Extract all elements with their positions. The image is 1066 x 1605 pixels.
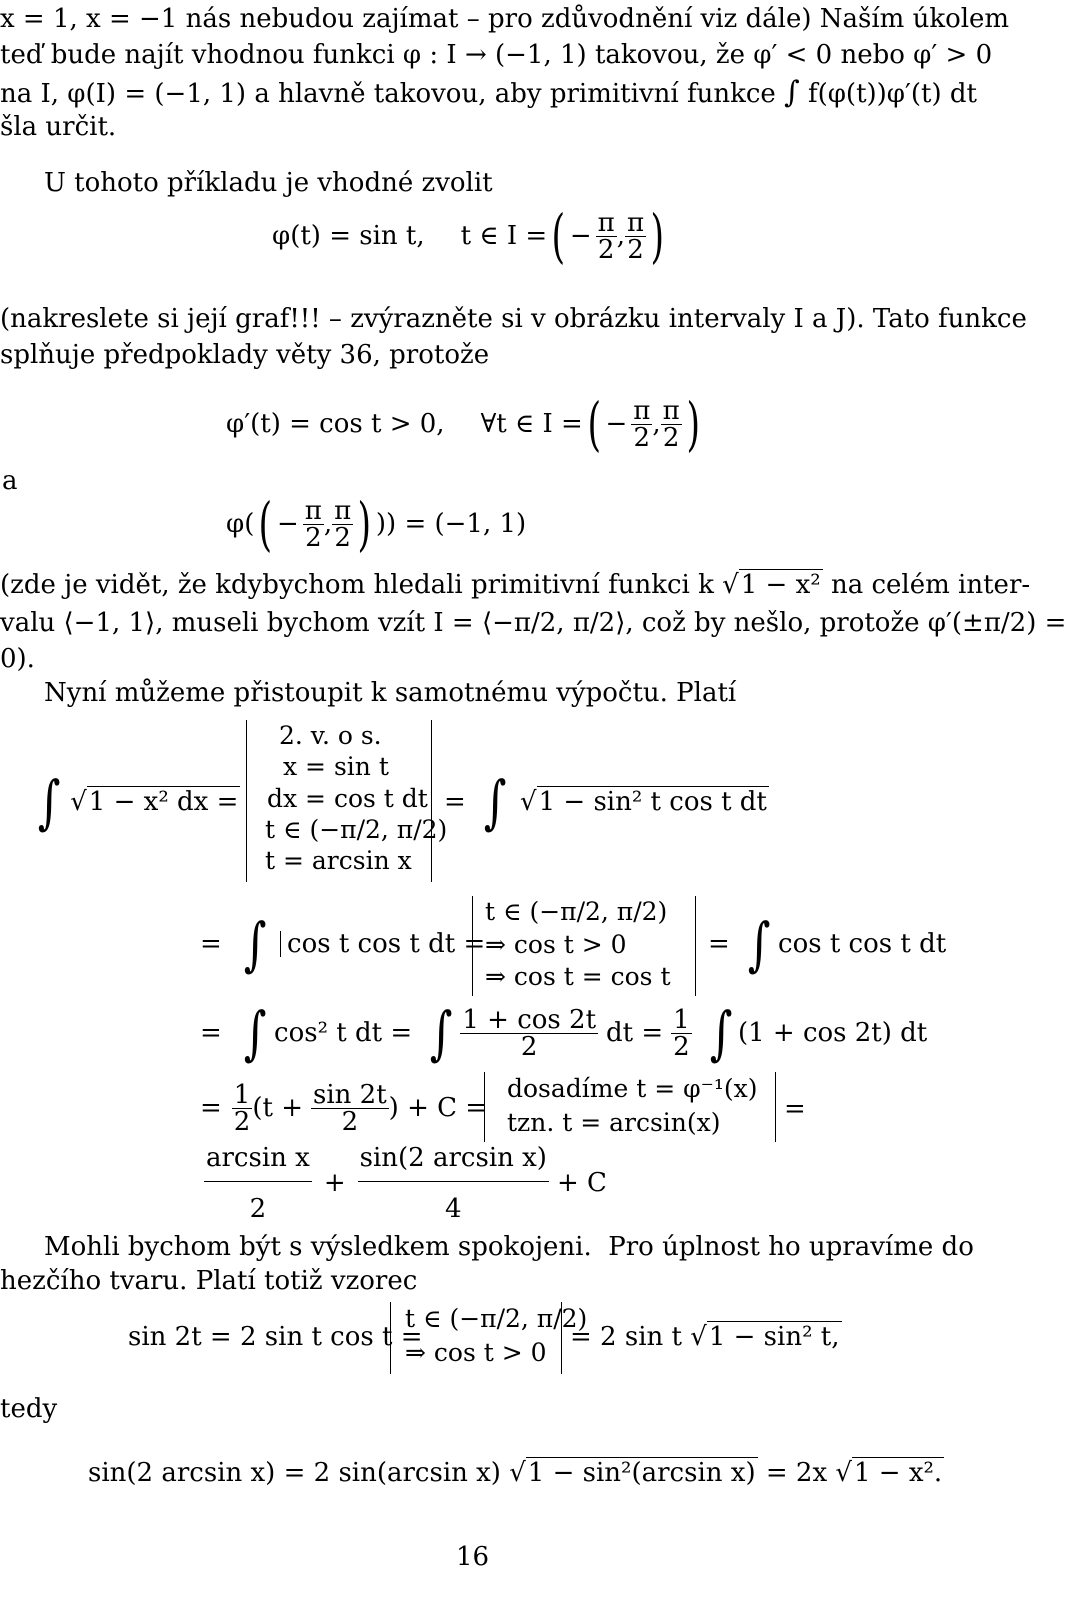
- result-line: [204, 1142, 607, 1224]
- cond-line: ⇒ cos t > 0: [405, 1337, 547, 1367]
- fraction: $\frac{\pi}{2}$: [304, 495, 322, 553]
- text-line: 0).: [0, 644, 35, 674]
- formula-part: t ∈ I =: [460, 221, 548, 251]
- right-paren: ): [650, 202, 665, 270]
- right-paren: ): [357, 490, 372, 558]
- text-line: U tohoto příkladu je vhodné zvolit: [44, 168, 493, 198]
- equals: =: [444, 787, 466, 817]
- page-number: 16: [456, 1542, 490, 1572]
- integral-sign: ∫: [243, 999, 267, 1067]
- square-root: √1 − sin²(arcsin x): [509, 1458, 756, 1488]
- text-line: a: [2, 466, 18, 496]
- formula-part: sin 2t = 2 sin t cos t =: [128, 1322, 423, 1352]
- fraction: $\frac{\pi}{2}$: [662, 395, 680, 453]
- text-line: (nakreslete si její graf!!! – zvýrazněte si v obrázku intervaly I a J). Tato funkce: [0, 304, 1027, 334]
- fraction: $\frac{\pi}{2}$: [633, 395, 651, 453]
- equals: =: [200, 929, 222, 959]
- subst-line: x = sin t: [283, 752, 389, 782]
- cond-line: tzn. t = arcsin(x): [507, 1107, 721, 1137]
- text-span: na I, φ(I) = (−1, 1) a hlavně takovou, aby primitivní funkce: [0, 79, 776, 109]
- left-paren: (: [587, 390, 601, 458]
- text-line: Mohli bychom být s výsledkem spokojeni. Pro úplnost ho upravíme do: [44, 1232, 974, 1262]
- text-line: teď bude najít vhodnou funkci φ : I → (−1, 1) takovou, že φ′ < 0 nebo φ′ > 0: [0, 40, 993, 70]
- condition-box: [484, 1072, 776, 1142]
- text-span: (zde je vidět, že kdybychom hledali primitivní funkci k: [0, 570, 714, 600]
- condition-box: [390, 1302, 588, 1374]
- formula-part: )) = (−1, 1): [375, 509, 527, 539]
- text-span: na celém inter-: [830, 570, 1031, 600]
- cond-line: ⇒ cos t = cos t: [485, 962, 671, 991]
- text-line: x = 1, x = −1 nás nebudou zajímat – pro zdůvodnění viz dále) Naším úkolem: [0, 4, 1010, 34]
- integral-sign: ∫: [243, 910, 267, 978]
- integral-sign: ∫: [429, 999, 453, 1067]
- formula-part: φ(t) = sin t,: [272, 221, 425, 251]
- equals: =: [200, 1093, 222, 1123]
- subst-line: dx = cos t dt: [267, 783, 428, 813]
- text-line: Nyní můžeme přistoupit k samotnému výpočtu. Platí: [44, 678, 737, 708]
- fraction: $\frac{1}{2}$: [233, 1079, 251, 1137]
- integral-line-2-rhs: [708, 912, 946, 976]
- derivative-line: φ′(t) = cos t > 0, ∀t ∈ I = ( − $\frac{\pi}{2}$ , $\frac{\pi}{2}$ ): [226, 390, 700, 458]
- cond-line: t ∈ (−π/2, π/2): [405, 1304, 588, 1333]
- formula-part: ) + C =: [388, 1093, 488, 1123]
- equals: =: [784, 1094, 806, 1124]
- integral-line-4: [200, 1076, 487, 1140]
- subst-line: t ∈ (−π/2, π/2): [265, 814, 448, 844]
- formula-part: + C: [556, 1168, 607, 1198]
- square-root: √1 − x².: [835, 1458, 943, 1488]
- integral-sign: ∫: [483, 768, 507, 836]
- fraction: $\frac{\text{arcsin x}}{2}$: [206, 1142, 310, 1224]
- integral-sign: ∫: [784, 75, 800, 110]
- text-line: [0, 572, 1030, 598]
- integral-line-1-rhs: [444, 770, 769, 834]
- text-line: [0, 75, 978, 110]
- fraction: $\frac{1}{2}$: [673, 1004, 690, 1062]
- cond-line: ⇒ cos t > 0: [485, 929, 627, 959]
- text-span: f(φ(t))φ′(t) dt: [807, 79, 978, 109]
- image-line: φ( ( − $\frac{\pi}{2}$ , $\frac{\pi}{2}$ ) )) = (−1, 1): [226, 490, 527, 558]
- text-line: tedy: [0, 1394, 58, 1424]
- formula-part: sin(2 arcsin x) = 2 sin(arcsin x): [88, 1458, 501, 1488]
- left-paren: (: [551, 202, 566, 270]
- formula-part: = 2x: [765, 1458, 828, 1488]
- text-line: splňuje předpoklady věty 36, protože: [0, 340, 490, 370]
- formula-part: cos t cos t dt: [778, 929, 947, 959]
- square-root: √1 − sin² t,: [690, 1322, 840, 1352]
- formula-part: φ(: [226, 509, 255, 539]
- text-line: šla určit.: [0, 112, 117, 142]
- fraction: $\frac{\pi}{2}$: [626, 207, 645, 265]
- formula-part: dt =: [606, 1018, 664, 1048]
- subst-line: t = arcsin x: [265, 846, 412, 875]
- integral-sign: ∫: [37, 768, 61, 836]
- equals: =: [200, 1018, 222, 1048]
- substitution-box: [246, 720, 448, 882]
- formula-part: (t +: [252, 1093, 303, 1123]
- formula-part: (1 + cos 2t) dt: [737, 1018, 928, 1048]
- fraction: $\frac{\pi}{2}$: [597, 207, 615, 265]
- text-line: hezčího tvaru. Platí totiž vzorec: [0, 1266, 418, 1296]
- subst-line: 2. v. o s.: [279, 721, 382, 750]
- final-formula: [88, 1460, 944, 1486]
- square-root: √1 − x² dx =: [70, 787, 239, 817]
- formula-part: cos² t dt =: [274, 1018, 413, 1048]
- formula-part: φ′(t) = cos t > 0,: [226, 409, 445, 439]
- cond-line: t ∈ (−π/2, π/2): [485, 897, 668, 926]
- integral-sign: ∫: [709, 999, 733, 1067]
- integral-line-2: [200, 912, 485, 976]
- fraction: $\frac{1 + \cos 2t}{2}$: [462, 1004, 597, 1062]
- equals: =: [708, 929, 730, 959]
- fraction: $\frac{\text{sin(2 arcsin x)}}{4}$: [359, 1142, 547, 1224]
- integral-line-3: [200, 998, 927, 1068]
- square-root: √1 − sin² t cos t dt: [520, 787, 767, 817]
- integral-line-1: [38, 770, 240, 834]
- condition-box: [472, 896, 696, 996]
- left-paren: (: [258, 490, 273, 558]
- formula-part: ∀t ∈ I =: [480, 409, 583, 439]
- plus: +: [323, 1168, 346, 1198]
- fraction: $\frac{\sin 2t}{2}$: [313, 1079, 387, 1137]
- right-paren: ): [686, 390, 700, 458]
- text-line: valu ⟨−1, 1⟩, museli bychom vzít I = ⟨−π/2, π/2⟩, což by nešlo, protože φ′(±π/2) =: [0, 608, 1066, 638]
- phi-definition: φ(t) = sin t, t ∈ I = ( − $\frac{\pi}{2}$ , $\frac{\pi}{2}$ ): [272, 202, 665, 270]
- formula-part: = 2 sin t: [570, 1322, 682, 1352]
- cond-line: dosadíme t = φ⁻¹(x): [507, 1074, 758, 1103]
- formula-part: cos t cos t dt =: [280, 931, 485, 957]
- formula-part: [570, 1324, 842, 1350]
- fraction: $\frac{\pi}{2}$: [334, 495, 352, 553]
- square-root: √1 − x²: [722, 570, 821, 600]
- integral-sign: ∫: [747, 910, 771, 978]
